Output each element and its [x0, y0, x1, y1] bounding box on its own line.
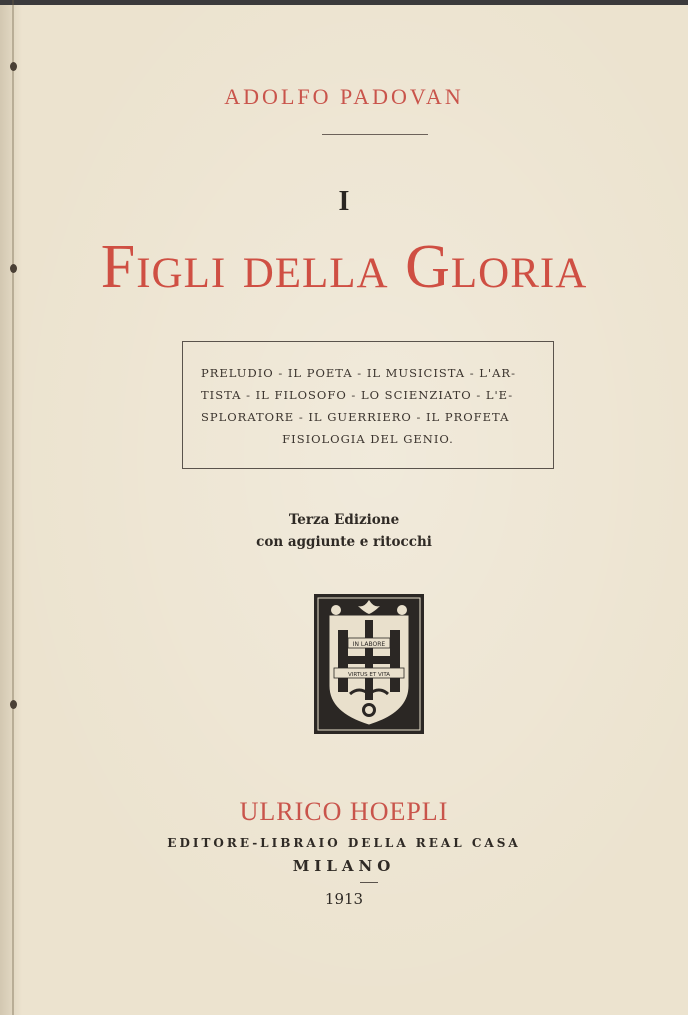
publisher-city: MILANO: [292, 857, 396, 875]
emblem-ornament: [397, 605, 407, 615]
contents-line: PRELUDIO - IL POETA - IL MUSICISTA - L'AR-: [201, 366, 516, 380]
hoepli-printer-mark-icon: [314, 594, 424, 734]
emblem-face-inner: [365, 706, 373, 714]
contents-line: SPLORATORE - IL GUERRIERO - IL PROFETA: [201, 410, 510, 424]
book-title: Figli della Gloria: [100, 233, 588, 301]
divider-rule: [322, 134, 428, 135]
publisher-subtitle: EDITORE-LIBRAIO DELLA REAL CASA: [167, 836, 521, 850]
binding-hole: [10, 700, 17, 709]
author-name: ADOLFO PADOVAN: [224, 84, 464, 109]
volume-numeral: I: [338, 186, 350, 217]
divider-rule-small: [360, 882, 378, 883]
contents-line: FISIOLOGIA DEL GENIO.: [282, 432, 454, 446]
edition-note: [0, 509, 688, 553]
motto-top: IN LABORE: [352, 641, 386, 648]
publication-year: 1913: [324, 890, 364, 908]
emblem-ornament: [331, 605, 341, 615]
emblem-stem: [365, 620, 373, 700]
edition-subline: con aggiunte e ritocchi: [256, 534, 432, 550]
contents-box: [182, 341, 554, 469]
publisher-name: ULRICO HOEPLI: [239, 797, 449, 826]
scan-top-edge: [0, 0, 688, 5]
binding-hole: [10, 62, 17, 71]
contents-line: TISTA - IL FILOSOFO - LO SCIENZIATO - L'E-: [201, 388, 514, 402]
motto-bottom: VIRTUS ET VITA: [347, 672, 391, 678]
edition-line: Terza Edizione: [288, 512, 400, 528]
